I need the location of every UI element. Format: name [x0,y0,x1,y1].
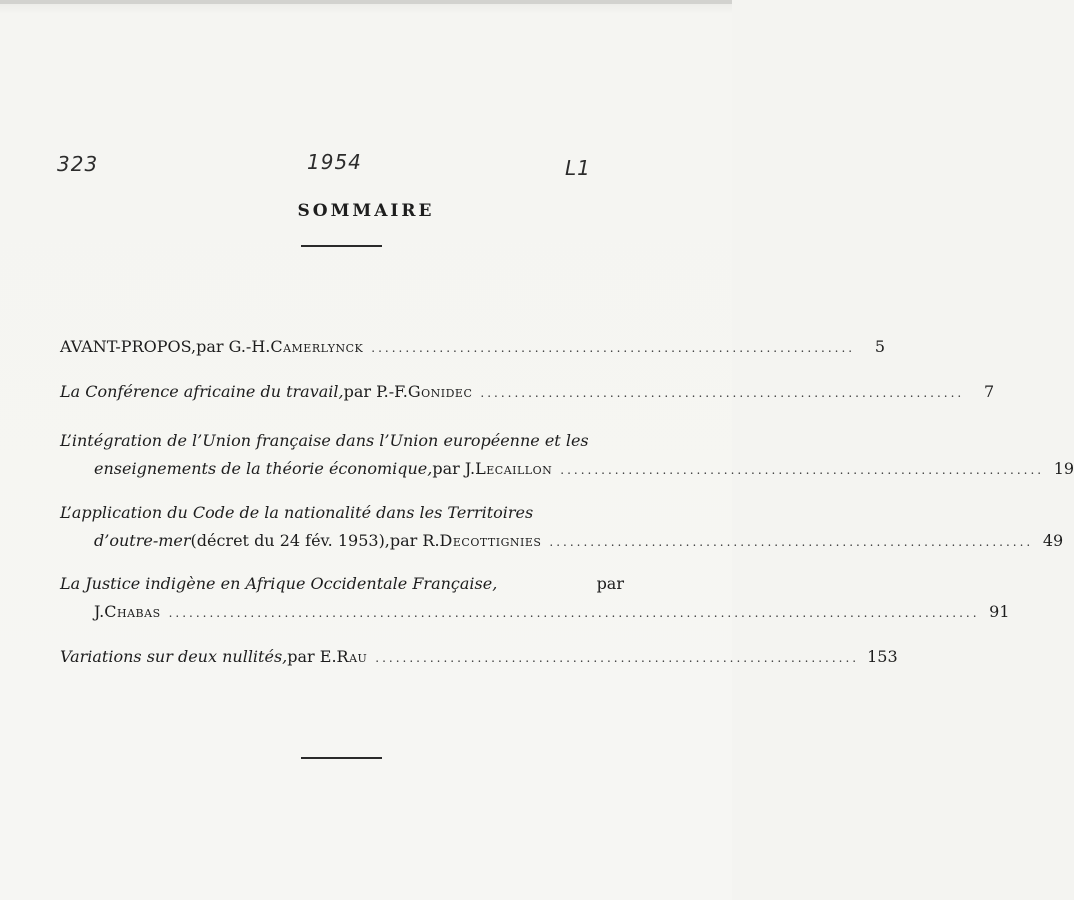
dot-leader: ....................................................................... [371,341,856,355]
toc-line [60,455,1074,484]
entry-by: par [596,574,624,593]
toc-line [60,643,898,672]
title-rule [301,245,382,247]
entry-page: 7 [984,382,995,401]
toc-line [60,598,1010,627]
dot-leader: ....................................................................... [549,535,1034,549]
entry-page: 19 [1053,459,1074,478]
entry-page: 5 [874,337,886,356]
toc-entry [60,333,886,362]
entry-title: La Conférence africaine du travail, [60,382,344,401]
toc-line [60,499,624,527]
entry-author: Decottignies [439,531,542,550]
entry-title: Variations sur deux nullités, [60,647,288,666]
entry-author: Camerlynck [270,337,364,356]
entry-title-line1: L’intégration de l’Union française dans l’Union européenne et les [60,431,589,450]
page-top-edge [0,0,732,4]
toc-entry [60,499,1064,556]
toc-entry [60,427,1074,484]
entry-by: par E. [287,647,337,666]
toc-line [60,333,886,362]
dot-leader: ....................................................................... [375,651,860,665]
entry-title-line1: La Justice indigène en Afrique Occidentale Française, [60,574,498,593]
entry-author: Rau [336,647,368,666]
toc-entry [60,643,898,672]
toc-entry [60,570,1010,627]
entry-initial: J. [94,602,105,621]
entry-title-line1: L’application du Code de la nationalité dans les Territoires [60,503,534,522]
toc-line [60,527,1064,556]
toc-line [60,378,995,407]
entry-page: 49 [1042,531,1064,550]
dot-leader: ....................................................................... [560,463,1045,477]
entry-author: Chabas [104,602,161,621]
entry-by: par P.-F. [343,382,408,401]
handwritten-note-right: L1 [565,156,591,180]
entry-title-line2: enseignements de la théorie économique, [94,459,433,478]
dot-leader: ....................................................................................................................... [168,606,980,620]
toc-line [60,570,624,598]
entry-author: Gonidec [407,382,473,401]
handwritten-note-year: 1954 [307,150,362,174]
entry-note: (décret du 24 fév. 1953), [190,531,390,550]
toc-line [60,427,624,455]
entry-by: par R. [389,531,440,550]
toc-entry [60,378,995,407]
dot-leader: ....................................................................... [480,386,965,400]
entry-page: 91 [989,602,1010,621]
entry-title: AVANT-PROPOS, [60,337,197,356]
entry-author: Lecaillon [475,459,553,478]
page-title: SOMMAIRE [297,201,435,221]
entry-page: 153 [867,647,898,666]
entry-by: par G.-H. [196,337,271,356]
handwritten-note-left: 323 [57,152,99,176]
entry-by: par J. [432,459,476,478]
entry-title-line2: d’outre-mer [94,531,191,550]
closing-rule [301,757,382,759]
